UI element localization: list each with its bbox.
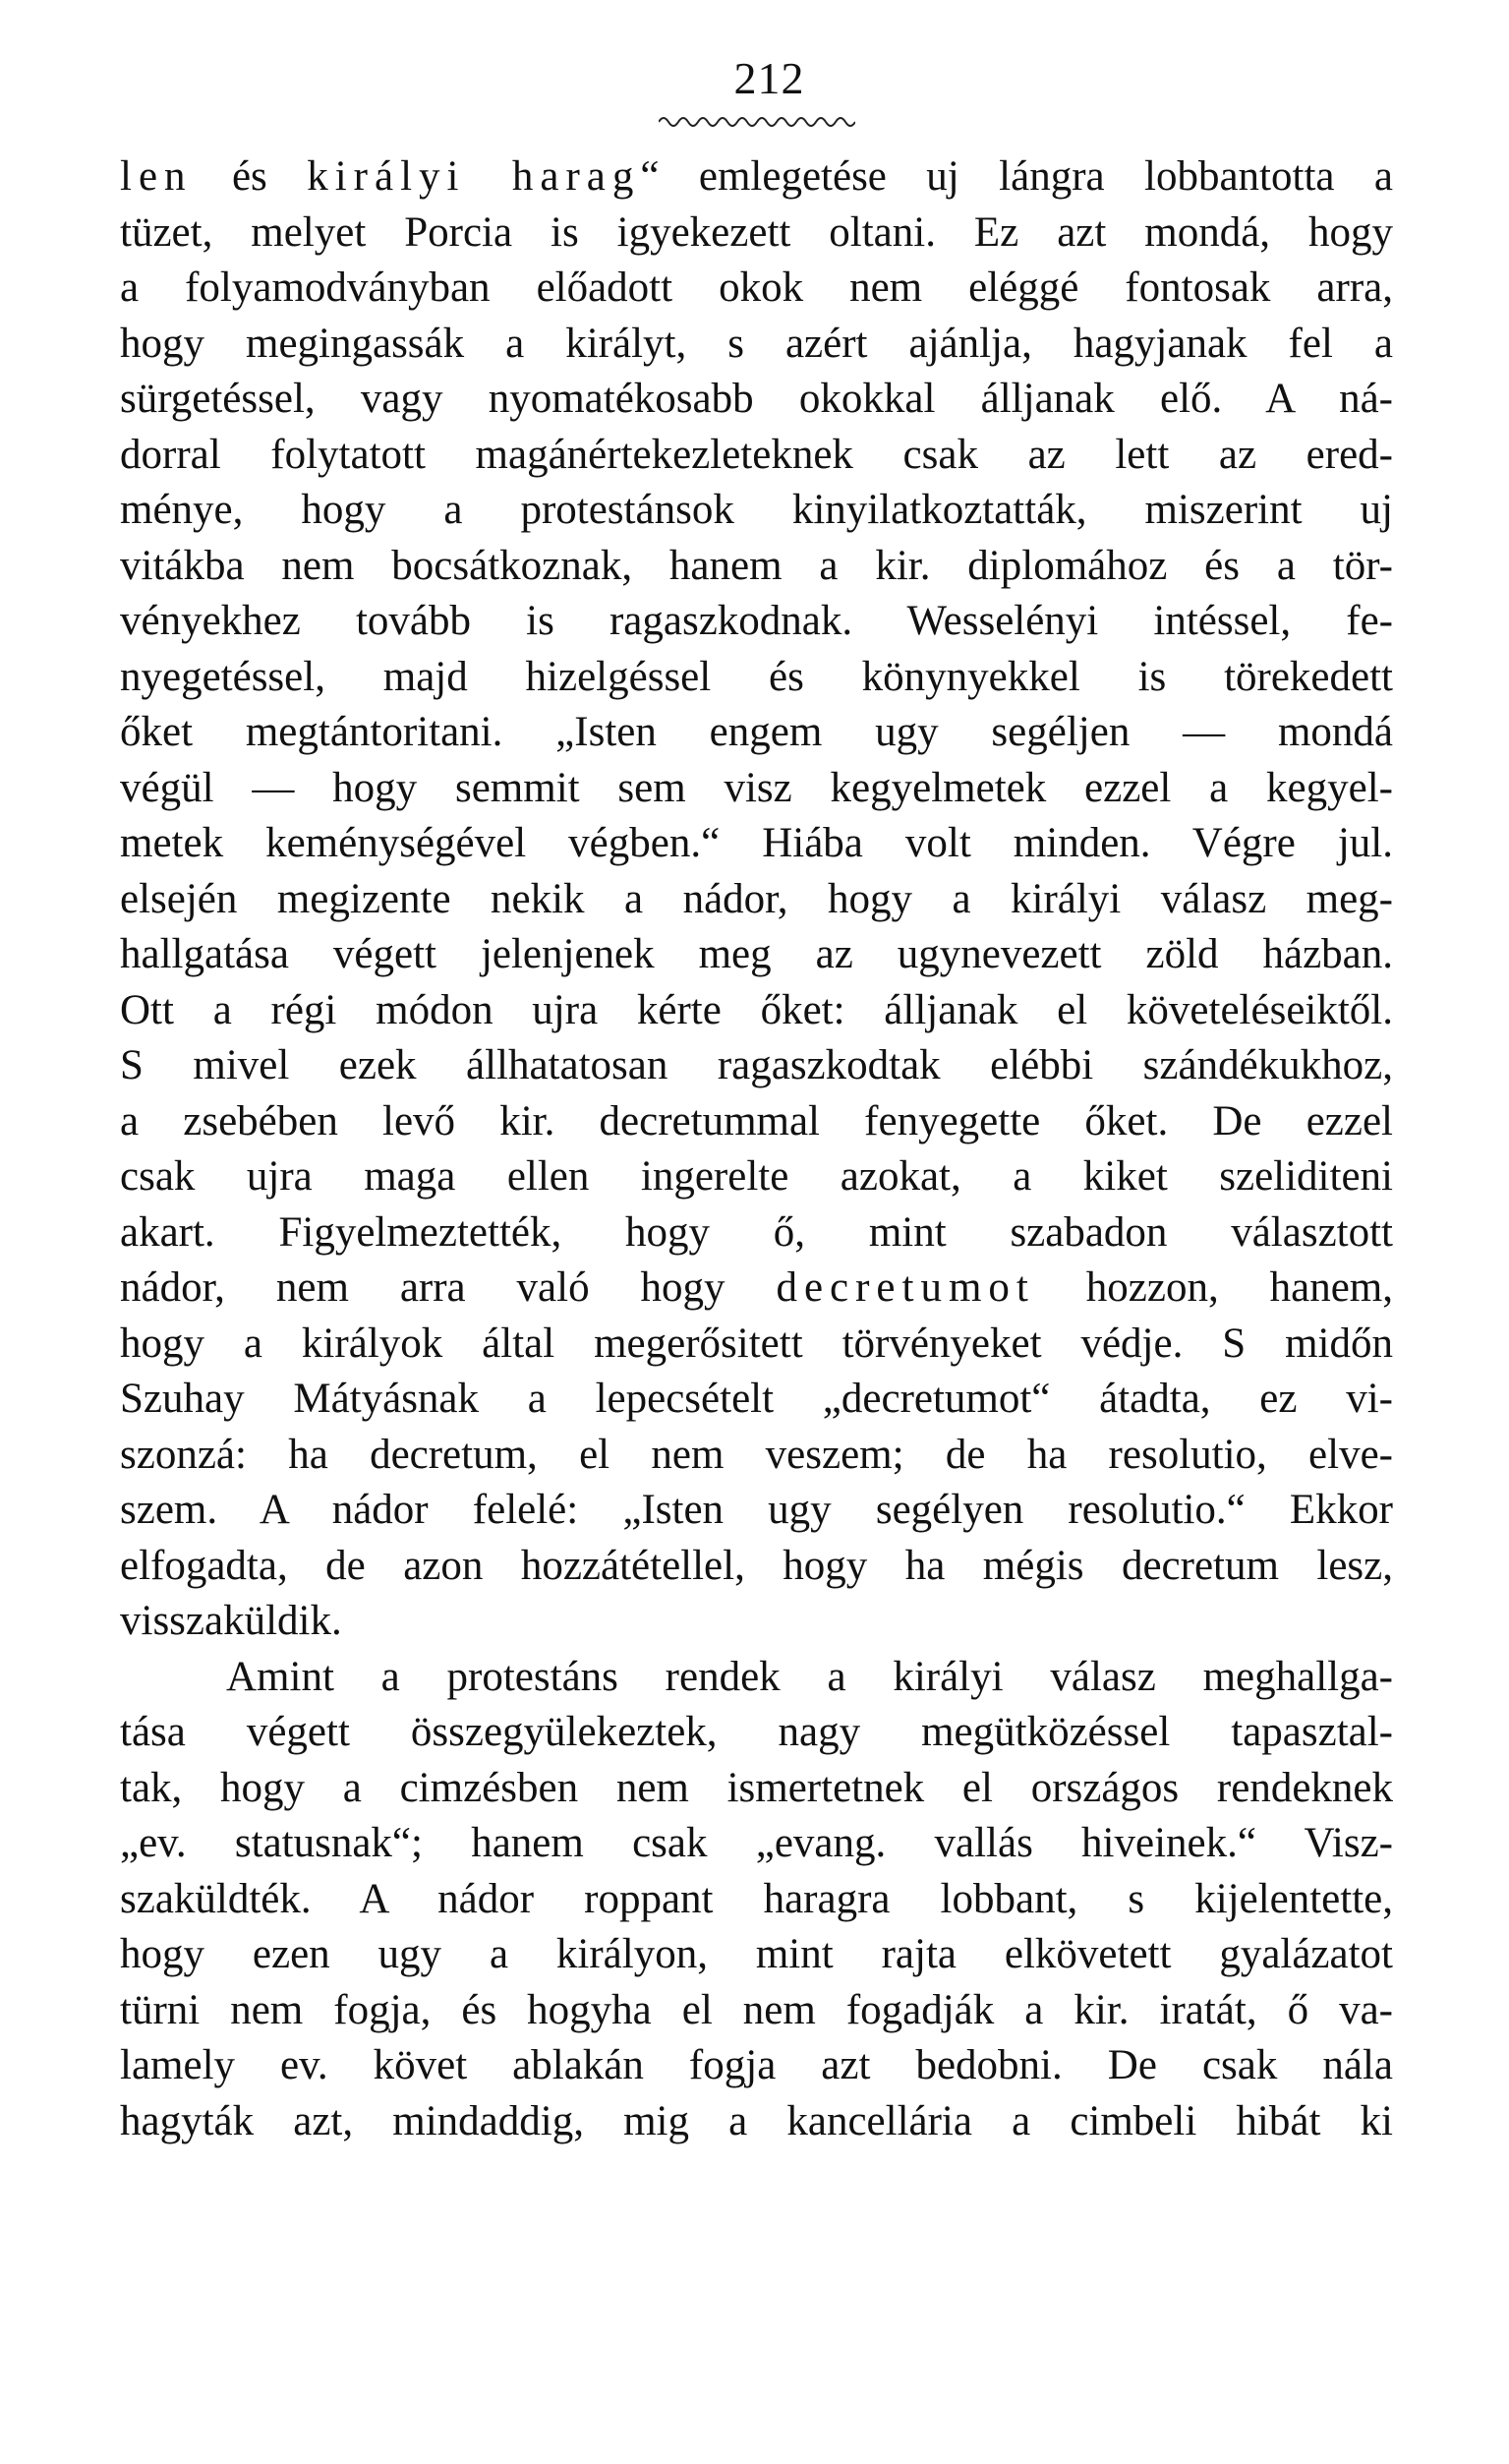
text-line: hallgatása végett jelenjenek meg az ugynevezett zöld házban. [120, 931, 1393, 977]
text-line: hogy megingassák a királyt, s azért ajánlja, hagyjanak fel a [120, 320, 1393, 367]
page-header [0, 51, 1509, 106]
text-line: tak, hogy a cimzésben nem ismertetnek el országos rendeknek [120, 1764, 1393, 1811]
text-line: Ott a régi módon ujra kérte őket: álljanak el követeléseiktől. [120, 986, 1393, 1033]
text-line: hogy a királyok által megerősitett törvényeket védje. S midőn [120, 1320, 1393, 1367]
spaced-word: len [120, 153, 193, 200]
text-run: “ emlegetése uj lángra lobbantotta a [640, 153, 1393, 200]
text-line: a zsebében levő kir. decretummal fenyegette őket. De ezzel [120, 1097, 1393, 1144]
text-line: nyegetéssel, majd hizelgéssel és könynyekkel is törekedett [120, 653, 1393, 700]
text-line: akart. Figyelmeztették, hogy ő, mint szabadon választott [120, 1208, 1393, 1256]
text-line: elfogadta, de azon hozzátétellel, hogy ha mégis decretum lesz, [120, 1542, 1393, 1589]
text-line: „ev. statusnak“; hanem csak „evang. vallás hiveinek.“ Visz- [120, 1820, 1393, 1866]
text-line: hagyták azt, mindaddig, mig a kancellária a cimbeli hibát ki [120, 2097, 1393, 2144]
text-line: Szuhay Mátyásnak a lepecsételt „decretumot“ átadta, ez vi- [120, 1376, 1393, 1422]
text-line [120, 149, 1393, 205]
text-line: Amint a protestáns rendek a királyi válasz meghallga- [226, 1653, 1393, 1700]
text-line: dorral folytatott magánértekezleteknek csak az lett az ered- [120, 431, 1393, 478]
spaced-phrase: királyi harag [307, 153, 641, 200]
text-line: vitákba nem bocsátkoznak, hanem a kir. diplomához és a tör- [120, 542, 1393, 589]
text-line: vényekhez tovább is ragaszkodnak. Wesselényi intéssel, fe- [120, 598, 1393, 644]
text-run: és [192, 153, 308, 200]
text-line: ménye, hogy a protestánsok kinyilatkoztatták, miszerint uj [120, 487, 1393, 533]
text-line: S mivel ezek állhatatosan ragaszkodtak elébbi szándékukhoz, [120, 1042, 1393, 1088]
text-line: szem. A nádor felelé: „Isten ugy segélyen resolutio.“ Ekkor [120, 1487, 1393, 1533]
text-run: hozzon, hanem, [1034, 1264, 1393, 1311]
text-line: őket megtántoritani. „Isten engem ugy segéljen — mondá [120, 709, 1393, 755]
text-line: elsején megizente nekik a nádor, hogy a királyi válasz meg- [120, 875, 1393, 922]
decorative-rule-ornament [659, 110, 855, 130]
text-line: lamely ev. követ ablakán fogja azt bedobni. De csak nála [120, 2042, 1393, 2088]
text-line: tása végett összegyülekeztek, nagy megütközéssel tapasztal- [120, 1709, 1393, 1755]
text-line: szonzá: ha decretum, el nem veszem; de ha resolutio, elve- [120, 1431, 1393, 1478]
text-run: nádor, nem arra való hogy [120, 1264, 777, 1311]
text-line: sürgetéssel, vagy nyomatékosabb okokkal álljanak elő. A ná- [120, 376, 1393, 422]
text-line: hogy ezen ugy a királyon, mint rajta elkövetett gyalázatot [120, 1931, 1393, 1977]
text-line: türni nem fogja, és hogyha el nem fogadják a kir. iratát, ő va- [120, 1986, 1393, 2033]
body-text [120, 149, 1393, 2149]
page-number: 212 [733, 53, 805, 103]
text-line: szaküldték. A nádor roppant haragra lobbant, s kijelentette, [120, 1875, 1393, 1922]
text-line [120, 1261, 1393, 1317]
text-line: a folyamodványban előadott okok nem eléggé fontosak arra, [120, 264, 1393, 311]
text-line: tüzet, melyet Porcia is igyekezett oltani. Ez azt mondá, hogy [120, 208, 1393, 256]
text-line: metek keménységével végben.“ Hiába volt minden. Végre jul. [120, 820, 1393, 866]
text-line: végül — hogy semmit sem visz kegyelmetek ezzel a kegyel- [120, 764, 1393, 811]
text-line: csak ujra maga ellen ingerelte azokat, a kiket szeliditeni [120, 1153, 1393, 1200]
text-line: visszaküldik. [120, 1598, 342, 1644]
spaced-word: decretumot [776, 1264, 1035, 1311]
